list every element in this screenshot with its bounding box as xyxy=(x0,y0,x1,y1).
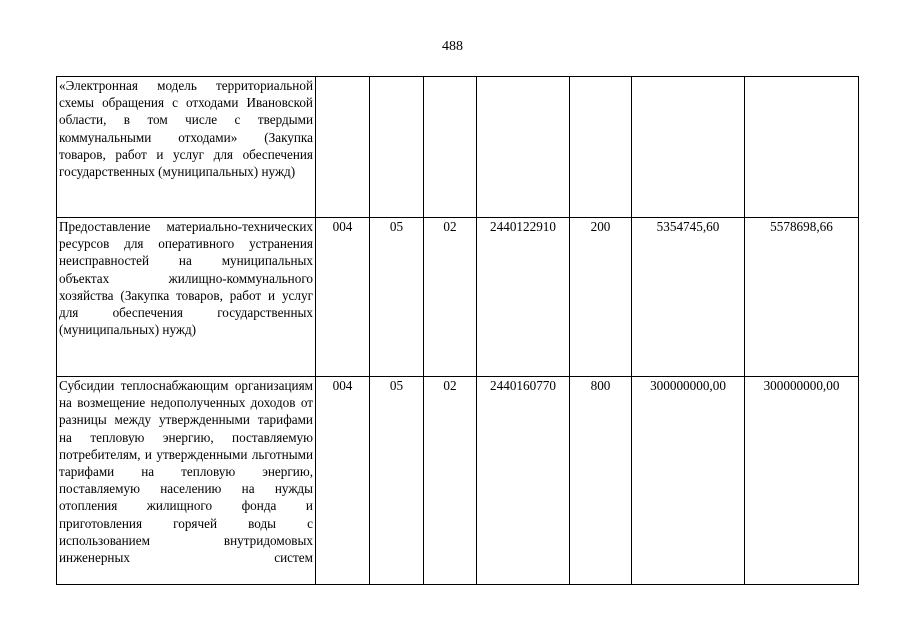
ministry-cell: 004 xyxy=(316,377,370,585)
row-name-cell xyxy=(57,218,316,377)
table-row xyxy=(57,218,859,377)
expense-type-cell: 800 xyxy=(570,377,632,585)
table-row xyxy=(57,377,859,585)
amount-year-2-cell: 5578698,66 xyxy=(745,218,859,377)
target-article-cell xyxy=(477,77,570,218)
row-name: Предоставление материально-технических ресурсов для оперативного устранения неисправностей на муниципальных объектах жилищно-коммунального хозяйства (Закупка товаров, работ и услуг для обеспечения государственных (муниципальных) нужд) xyxy=(59,219,313,338)
row-name: «Электронная модель территориальной схемы обращения с отходами Ивановской области, в том числе с твердыми коммунальными отходами» (Закупка товаров, работ и услуг для обеспечения государственных (муниципальных) нужд) xyxy=(59,78,313,180)
ministry-cell xyxy=(316,77,370,218)
page-number: 488 xyxy=(442,39,463,54)
expense-type-cell xyxy=(570,77,632,218)
row-name-cell xyxy=(57,377,316,585)
amount-year-1-cell: 5354745,60 xyxy=(632,218,745,377)
section-cell: 05 xyxy=(370,218,424,377)
row-name: Субсидии теплоснабжающим организациям на возмещение недополученных доходов от разницы между утвержденными тарифами на тепловую энергию, поставляемую потребителям, и утвержденными льготными тарифами на тепловую энергию, поставляемую населению на нужды отопления жилищного фонда и приготовления горячей воды с использованием внутридомовых инженерных систем xyxy=(59,378,313,566)
ministry-cell: 004 xyxy=(316,218,370,377)
section-cell: 05 xyxy=(370,377,424,585)
subsection-cell: 02 xyxy=(424,377,477,585)
expense-type-cell: 200 xyxy=(570,218,632,377)
amount-year-2-cell: 300000000,00 xyxy=(745,377,859,585)
target-article-cell: 2440122910 xyxy=(477,218,570,377)
subsection-cell xyxy=(424,77,477,218)
amount-year-1-cell: 300000000,00 xyxy=(632,377,745,585)
amount-year-1-cell xyxy=(632,77,745,218)
row-name-cell xyxy=(57,77,316,218)
subsection-cell: 02 xyxy=(424,218,477,377)
budget-table xyxy=(56,76,859,585)
section-cell xyxy=(370,77,424,218)
table-row xyxy=(57,77,859,218)
amount-year-2-cell xyxy=(745,77,859,218)
target-article-cell: 2440160770 xyxy=(477,377,570,585)
